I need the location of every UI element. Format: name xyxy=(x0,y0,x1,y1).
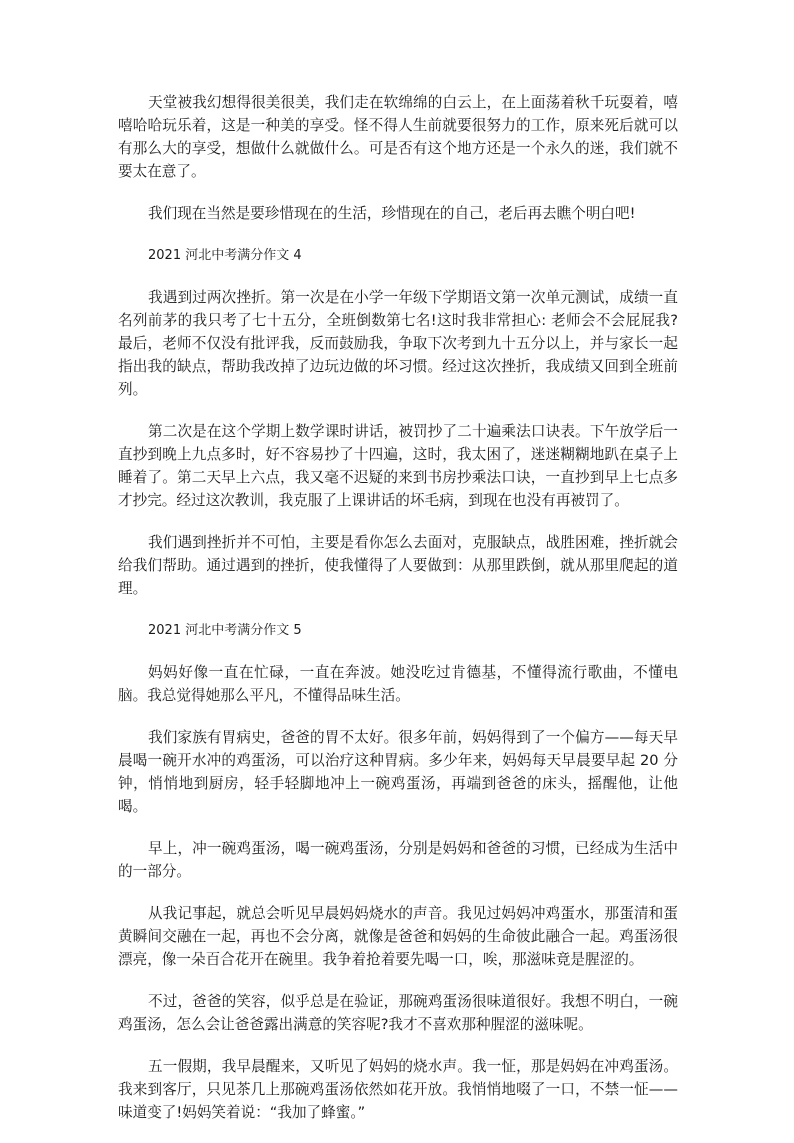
paragraph-cherish-life: 我们现在当然是要珍惜现在的生活，珍惜现在的自己，老后再去瞧个明白吧! xyxy=(148,205,636,222)
document-page xyxy=(118,91,678,1143)
essay-4-title: 2021 河北中考满分作文 4 xyxy=(148,248,302,263)
paragraph-father-smile: 不过，爸爸的笑容，似乎总是在验证，那碗鸡蛋汤很味道很好。我想不明白，一碗鸡蛋汤，怎么会让爸爸露出满意的笑容呢?我才不喜欢那种腥涩的滋味呢。 xyxy=(118,993,678,1033)
paragraph-second-setback: 第二次是在这个学期上数学课时讲话，被罚抄了二十遍乘法口诀表。下午放学后一直抄到晚上九点多时，好不容易抄了十四遍，这时，我太困了，迷迷糊糊地趴在桌子上睡着了。第二天早上六点，我又毫不迟疑的来到书房抄乘法口诀，一直抄到早上七点多才抄完。经过这次教训，我克服了上课讲话的坏毛病，到现在也没有再被罚了。 xyxy=(118,423,678,509)
essay-5-title: 2021 河北中考满分作文 5 xyxy=(148,623,302,638)
paragraph-setback-lesson: 我们遇到挫折并不可怕，主要是看你怎么去面对，克服缺点，战胜困难，挫折就会给我们帮助。通过遇到的挫折，使我懂得了人要做到：从那里跌倒，就从那里爬起的道理。 xyxy=(118,534,678,597)
paragraph-morning-habit: 早上，冲一碗鸡蛋汤，喝一碗鸡蛋汤，分别是妈妈和爸爸的习惯，已经成为生活中的一部分。 xyxy=(118,840,678,880)
paragraph-may-holiday: 五一假期，我早晨醒来，又听见了妈妈的烧水声。我一怔，那是妈妈在冲鸡蛋汤。我来到客厅，只见茶几上那碗鸡蛋汤依然如花开放。我悄悄地啜了一口，不禁一怔——味道变了!妈妈笑着说：“我加了蜂蜜。” xyxy=(118,1058,678,1121)
paragraph-heaven: 天堂被我幻想得很美很美，我们走在软绵绵的白云上，在上面荡着秋千玩耍着，嘻嘻哈哈玩乐着，这是一种美的享受。怪不得人生前就要很努力的工作，原来死后就可以有那么大的享受，想做什么就做什么。可是否有这个地方还是一个永久的迷，我们就不要太在意了。 xyxy=(118,94,678,180)
paragraph-first-setback: 我遇到过两次挫折。第一次是在小学一年级下学期语文第一次单元测试，成绩一直名列前茅的我只考了七十五分，全班倒数第七名!这时我非常担心: 老师会不会屁屁我?最后，老师不仅没有批评我，反而鼓励我，争取下次考到九十五分以上，并与家长一起指出我的缺点，帮助我改掉了边玩边做的坏习惯。经过这次挫折，我成绩又回到全班前列。 xyxy=(118,289,678,398)
paragraph-stomach-remedy: 我们家族有胃病史，爸爸的胃不太好。很多年前，妈妈得到了一个偏方——每天早晨喝一碗开水冲的鸡蛋汤，可以治疗这种胃病。多少年来，妈妈每天早晨要早起 20 分钟，悄悄地到厨房，轻手轻脚地冲上一碗鸡蛋汤，再端到爸爸的床头，摇醒他，让他喝。 xyxy=(118,729,678,815)
paragraph-egg-soup: 从我记事起，就总会听见早晨妈妈烧水的声音。我见过妈妈冲鸡蛋水，那蛋清和蛋黄瞬间交融在一起，再也不会分离，就像是爸爸和妈妈的生命彼此融合一起。鸡蛋汤很漂亮，像一朵百合花开在碗里。我争着抢着要先喝一口，唉，那滋味竟是腥涩的。 xyxy=(118,905,678,968)
paragraph-mother-busy: 妈妈好像一直在忙碌，一直在奔波。她没吃过肯德基，不懂得流行歌曲，不懂电脑。我总觉得她那么平凡，不懂得品味生活。 xyxy=(118,664,678,704)
